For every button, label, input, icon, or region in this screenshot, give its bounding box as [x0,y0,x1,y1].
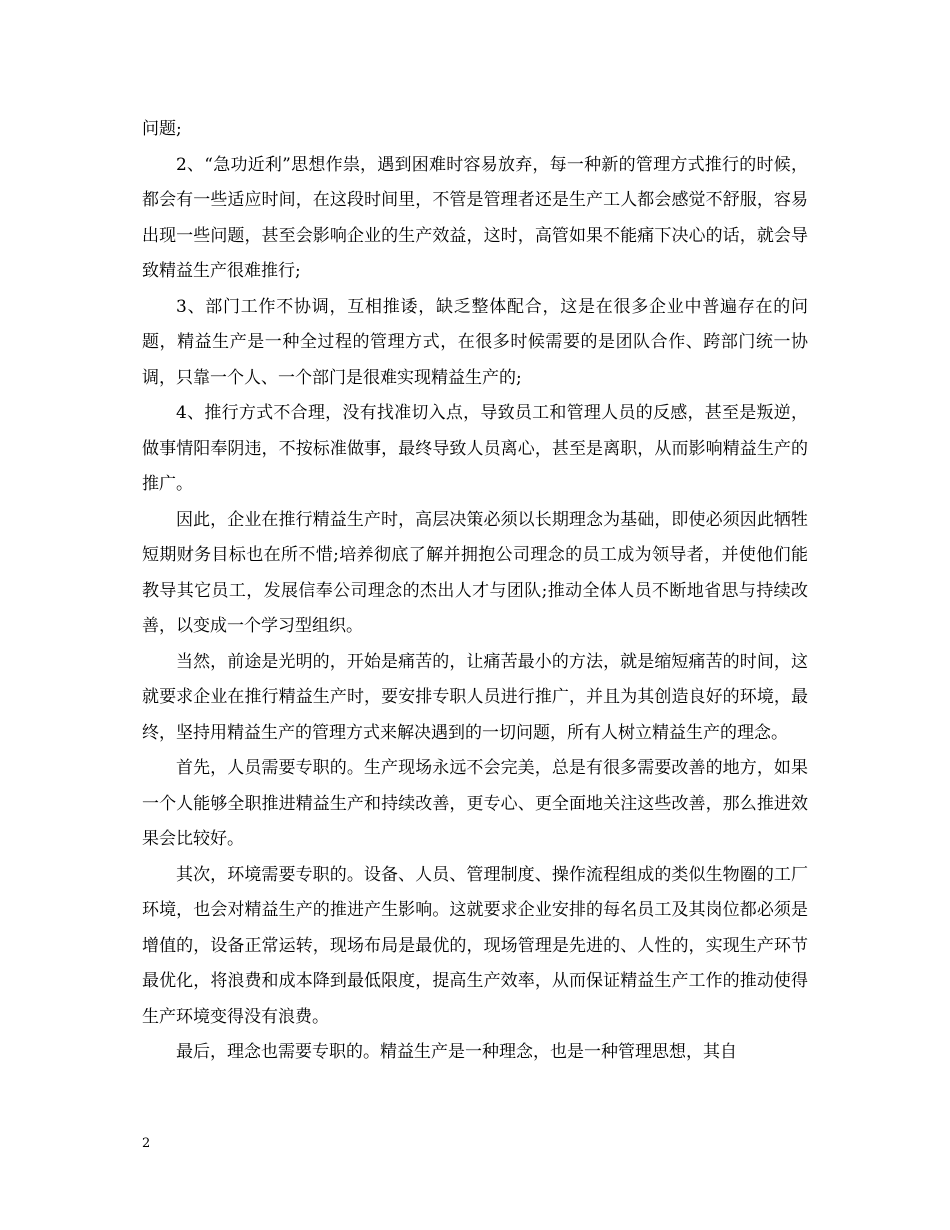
paragraph-9: 最后，理念也需要专职的。精益生产是一种理念，也是一种管理思想，其自 [176,1042,737,1062]
page-number: 2 [142,1136,151,1151]
paragraph-8: 其次，环境需要专职的。设备、人员、管理制度、操作流程组成的类似生物圈的工厂环境，也会对精益生产的推进产生影响。这就要求企业安排的每名员工及其岗位都必须是增值的，设备正常运转，现场布局是最优的，现场管理是先进的、人性的，实现生产环节最优化，将浪费和成本降到最低限度，提高生产效率，从而保证精益生产工作的推动使得生产环境变得没有浪费。 [142,864,808,1027]
paragraph-7: 首先，人员需要专职的。生产现场永远不会完美，总是有很多需要改善的地方，如果一个人能够全职推进精益生产和持续改善，更专心、更全面地关注这些改善，那么推进效果会比较好。 [142,758,808,849]
paragraph-6: 当然，前途是光明的，开始是痛苦的，让痛苦最小的方法，就是缩短痛苦的时间，这就要求企业在推行精益生产时，要安排专职人员进行推广，并且为其创造良好的环境，最终，坚持用精益生产的管理方式来解决遇到的一切问题，所有人树立精益生产的理念。 [142,651,808,743]
paragraph-5: 因此，企业在推行精益生产时，高层决策必须以长期理念为基础，即使必须因此牺牲短期财务目标也在所不惜;培养彻底了解并拥抱公司理念的员工成为领导者，并使他们能教导其它员工，发展信奉公司理念的杰出人才与团队;推动全体人员不断地省思与持续改善，以变成一个学习型组织。 [142,509,808,636]
paragraph-3: 3、部门工作不协调，互相推诿，缺乏整体配合，这是在很多企业中普遍存在的问题，精益生产是一种全过程的管理方式，在很多时候需要的是团队合作、跨部门统一协调，只靠一个人、一个部门是很难实现精益生产的; [142,296,808,388]
paragraph-4: 4、推行方式不合理，没有找准切入点，导致员工和管理人员的反感，甚至是叛逆，做事情阳奉阴违，不按标准做事，最终导致人员离心，甚至是离职，从而影响精益生产的推广。 [142,403,808,494]
paragraph-2: 2、“急功近利”思想作祟，遇到困难时容易放弃，每一种新的管理方式推行的时候，都会有一些适应时间，在这段时间里，不管是管理者还是生产工人都会感觉不舒服，容易出现一些问题，甚至会影响企业的生产效益，这时，高管如果不能痛下决心的话，就会导致精益生产很难推行; [142,154,808,281]
paragraph-1: 问题; [142,119,182,139]
document-body [142,112,808,1071]
